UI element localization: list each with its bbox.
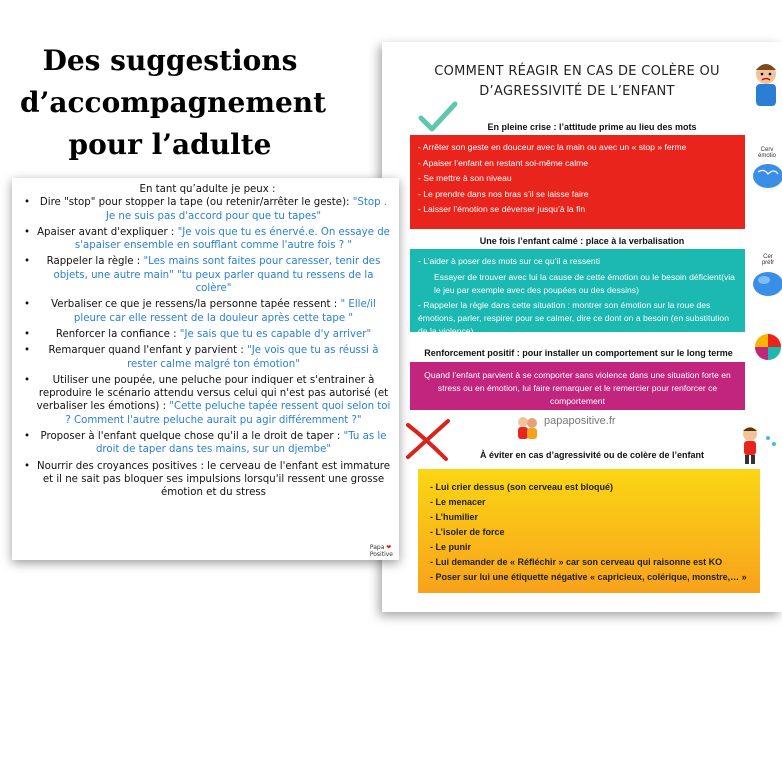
page-title bbox=[20, 40, 327, 166]
item-text: Renforcer la confiance : bbox=[55, 328, 177, 340]
list-item bbox=[24, 196, 391, 223]
list-item bbox=[24, 430, 391, 457]
avoid-item: - L’isoler de force bbox=[430, 527, 505, 537]
reinforcement-box bbox=[410, 362, 745, 410]
item-quote: "Tu as le droit de taper dans tes mains, sur un djembe" bbox=[95, 431, 387, 456]
logo-text: Positive bbox=[369, 551, 393, 558]
parents-icon bbox=[514, 414, 540, 440]
poster-title bbox=[412, 62, 742, 102]
avoid-box bbox=[418, 469, 760, 593]
item-text: Verbaliser ce que je ressens/la personne tapée ressent : bbox=[51, 299, 338, 311]
verbalisation-item: Essayer de trouver avec lui la cause de cette émotion ou le besoin déficient(via le jeu par exemple avec des poupées ou des dessins) bbox=[434, 271, 735, 295]
section-heading: À éviter en cas d’agressivité ou de colère de l’enfant bbox=[479, 450, 705, 460]
list-item bbox=[24, 374, 391, 427]
brain-icon bbox=[750, 162, 782, 190]
list-item bbox=[24, 328, 391, 341]
avoid-item: - L’humilier bbox=[430, 512, 479, 522]
item-text: Utiliser une poupée, une peluche pour indiquer et s'entrainer à reproduire le scénario attendu versus celui qui n'est pas autorisé (et verbaliser les émotions) : bbox=[36, 374, 389, 413]
side-label-line: émotio bbox=[757, 153, 776, 159]
logo-text: Papa bbox=[369, 544, 385, 551]
item-quote: " Elle/il pleure car elle ressent de la douleur après cette tape " bbox=[73, 299, 376, 324]
item-quote: "Je vois que tu as réussi à rester calme malgré ton émotion" bbox=[127, 345, 379, 370]
angry-child-icon bbox=[742, 60, 782, 110]
item-quote: "Cette peluche tapée ressent quoi selon toi ? Comment l'autre peluche aurait pu agir différemment ?" bbox=[65, 401, 391, 426]
item-text: Proposer à l'enfant quelque chose qu'il a le droit de taper : bbox=[40, 431, 341, 443]
crisis-item: - Apaiser l’enfant en restant soi-même calme bbox=[418, 157, 589, 168]
avoid-item: - Lui crier dessus (son cerveau est bloqué) bbox=[430, 482, 614, 492]
crisis-item: - Se mettre à son niveau bbox=[418, 173, 512, 183]
brand-label: papapositive.fr bbox=[544, 415, 616, 427]
item-text: Dire "stop" pour stopper la tape (ou retenir/arrêter le geste): bbox=[39, 197, 350, 209]
list-item bbox=[24, 344, 391, 371]
verbalisation-item: - Rappeler la règle dans cette situation : montrer son émotion sur la roue des émotions, parler, respirer pour se calmer, dire ce dont on a besoin (en substitution de la violence) bbox=[418, 300, 729, 336]
side-label bbox=[752, 147, 782, 159]
crisis-item: - Arrêter son geste en douceur avec la main ou avec un « stop » ferme bbox=[418, 142, 687, 152]
item-text: Nourrir des croyances positives : le cerveau de l'enfant est immature et il ne sait pas bloquer ses impulsions lorsqu'il ressent une grosse émotion et du stress bbox=[36, 460, 391, 499]
side-label-line: préfr bbox=[761, 260, 775, 266]
list-item bbox=[24, 255, 391, 295]
section-heading: Une fois l’enfant calmé : place à la verbalisation bbox=[479, 236, 685, 246]
side-label bbox=[754, 254, 782, 266]
item-quote: "Stop . Je ne suis pas d'accord pour que tu tapes" bbox=[105, 197, 388, 222]
crisis-item: - Le prendre dans nos bras s’il se laisse faire bbox=[418, 188, 589, 199]
crisis-box bbox=[410, 135, 745, 229]
list-item bbox=[24, 298, 391, 325]
list-item bbox=[24, 226, 391, 253]
poster-title-line: D’AGRESSIVITÉ DE L’ENFANT bbox=[479, 84, 675, 99]
avoid-item: - Poser sur lui une étiquette négative « capricieux, colérique, monstre,… » bbox=[430, 572, 747, 582]
item-text: Rappeler la règle : bbox=[46, 256, 141, 268]
list-item bbox=[24, 460, 391, 500]
poster-title-line: COMMENT RÉAGIR EN CAS DE COLÈRE OU bbox=[434, 64, 720, 79]
avoid-item: - Le punir bbox=[430, 542, 471, 552]
title-line: pour l’adulte bbox=[68, 128, 272, 161]
title-line: d’accompagnement bbox=[20, 86, 327, 119]
papa-positive-logo bbox=[370, 544, 393, 558]
item-text: Apaiser avant d'expliquer : bbox=[37, 226, 175, 238]
section-heading: En pleine crise : l’attitude prime au lieu des mots bbox=[487, 122, 697, 132]
item-quote: "Les mains sont faites pour caresser, tenir des objets, une autre main" "tu peux parler quand tu ressens de la colère" bbox=[53, 256, 381, 295]
suggestions-list bbox=[24, 196, 391, 499]
side-label-line: Cer bbox=[763, 254, 773, 260]
title-line: Des suggestions bbox=[42, 44, 298, 77]
emotion-wheel-icon bbox=[752, 332, 782, 362]
crisis-item: - Laisser l’émotion se déverser jusqu’à la fin bbox=[418, 204, 586, 214]
item-quote: "Je vois que tu es énervé.e. On essaye de s'apaiser ensemble en soufflant comme l'autre fois ? " bbox=[74, 226, 390, 252]
brain-icon bbox=[750, 270, 782, 298]
item-text: Remarquer quand l'enfant y parvient : bbox=[48, 345, 244, 357]
item-quote: "Je sais que tu es capable d'y arriver" bbox=[179, 328, 372, 340]
card-intro: En tant qu’adulte je peux : bbox=[139, 184, 276, 195]
poster bbox=[382, 42, 782, 612]
section-heading: Renforcement positif : pour installer un comportement sur le long terme bbox=[424, 348, 733, 358]
reinforcement-text: Quand l’enfant parvient à se comporter sans violence dans une situation forte en stress ou en émotion, lui faire remarquer et le remercier pour renforcer ce comportement bbox=[424, 370, 731, 406]
heart-icon: ❤ bbox=[386, 544, 392, 551]
verbalisation-item: - L’aider à poser des mots sur ce qu’il a ressenti bbox=[418, 256, 600, 266]
avoid-item: - Le menacer bbox=[430, 497, 486, 507]
suggestions-card bbox=[12, 178, 399, 560]
side-label-line: Cerv bbox=[760, 147, 774, 153]
verbalisation-box bbox=[410, 249, 745, 336]
avoid-item: - Lui demander de « Réfléchir » car son cerveau qui raisonne est KO bbox=[430, 557, 723, 567]
